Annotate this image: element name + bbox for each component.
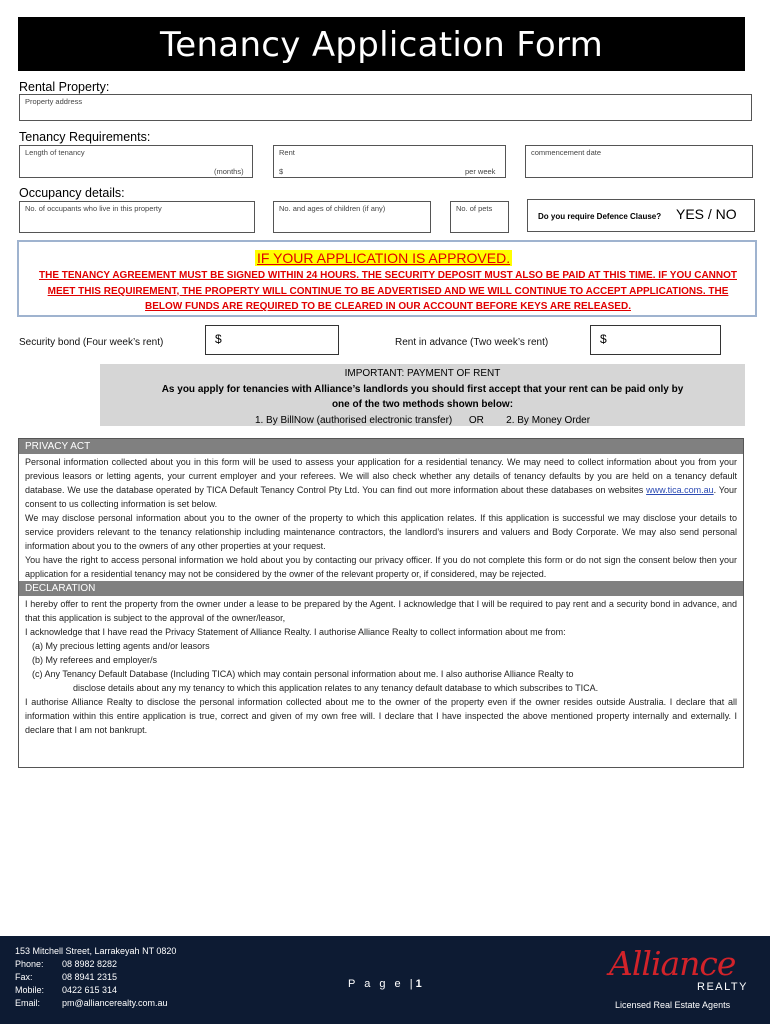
agency-address: 153 Mitchell Street, Larrakeyah NT 0820 bbox=[15, 946, 177, 956]
defence-clause-question: Do you require Defence Clause? bbox=[538, 212, 662, 221]
rent-unit: per week bbox=[465, 167, 496, 176]
rent-label: Rent bbox=[279, 148, 295, 157]
length-unit: (months) bbox=[214, 167, 244, 176]
commencement-date-field[interactable] bbox=[525, 145, 753, 178]
tica-link[interactable]: www.tica.com.au bbox=[646, 485, 714, 495]
privacy-para: We may disclose personal information about you to the owner of the property to which this application relates. If this application is successful we may disclose your details to service providers relevant to the tenancy relationship including maintenance contractors, the landlord’s insurers and valuers and Body Corporate. We may also send personal information about you to the owners of any other properties at your request. bbox=[25, 513, 737, 551]
page-label: P a g e | bbox=[348, 978, 416, 990]
length-of-tenancy-field[interactable] bbox=[19, 145, 253, 178]
pets-label: No. of pets bbox=[456, 204, 493, 213]
approval-notice bbox=[17, 240, 757, 317]
phone-number: 08 8982 8282 bbox=[62, 959, 118, 969]
privacy-para: Personal information collected about you in this form will be used to assess your application for a residential tenancy. We may need to collect information about you from your previous leasors or letting agents, your current employer and your referees. We will also check whether any details of tenancy defaults by you are held on a tenancy default database. We use the database operated by TICA Default Tenancy Control Pty Ltd. You can find out more information about these databases on websites bbox=[25, 457, 737, 495]
pets-field[interactable] bbox=[450, 201, 509, 233]
approval-notice-line: THE TENANCY AGREEMENT MUST BE SIGNED WITHIN 24 HOURS. THE SECURITY DEPOSIT MUST ALSO BE PAID AT THIS TIME. IF YOU CANNOT bbox=[38, 270, 737, 281]
privacy-para: You have the right to access personal information we hold about you by contacting our privacy officer. If you do not complete this form or do not sign the consent below then your application for a residential tenancy may not be considered by the owner of the relevant property or, if considered, may be rejected. bbox=[25, 555, 737, 579]
security-bond-field[interactable] bbox=[205, 325, 339, 355]
footer bbox=[0, 936, 770, 1024]
phone-label: Phone: bbox=[15, 959, 44, 969]
occupancy-heading: Occupancy details: bbox=[19, 186, 125, 200]
email-label: Email: bbox=[15, 998, 41, 1008]
declaration-list-item: (a) My precious letting agents and/or leasors bbox=[32, 641, 210, 651]
rent-payment-title: IMPORTANT: PAYMENT OF RENT bbox=[344, 368, 501, 379]
privacy-heading: PRIVACY ACT bbox=[19, 439, 743, 454]
fax-label: Fax: bbox=[15, 972, 33, 982]
declaration-para: I hereby offer to rent the property from the owner under a lease to be prepared by the Agent. I acknowledge that I will be required to pay rent and a security bond in advance, and that this application is subject to the approval of the owner/leasor, bbox=[25, 599, 737, 623]
declaration-text bbox=[19, 596, 743, 737]
agency-contact-details bbox=[15, 945, 176, 1010]
logo-tagline: Licensed Real Estate Agents bbox=[615, 1000, 731, 1010]
page-number: 1 bbox=[415, 978, 422, 990]
rent-currency: $ bbox=[279, 167, 284, 176]
email-address[interactable]: pm@alliancerealty.com.au bbox=[62, 998, 168, 1008]
property-address-field[interactable] bbox=[19, 94, 752, 121]
security-bond-label: Security bond (Four week’s rent) bbox=[19, 337, 164, 348]
approval-notice-body bbox=[25, 268, 751, 315]
mobile-number: 0422 615 314 bbox=[62, 985, 118, 995]
logo-script-text: Alliance bbox=[609, 944, 736, 983]
rent-advance-currency: $ bbox=[600, 332, 607, 346]
occupants-field[interactable] bbox=[19, 201, 255, 233]
declaration-list-item: (c) Any Tenancy Default Database (Including TICA) which may contain personal information about me. I also authorise Alliance Realty to bbox=[32, 669, 574, 679]
rent-advance-label: Rent in advance (Two week’s rent) bbox=[395, 337, 549, 348]
rent-advance-field[interactable] bbox=[590, 325, 721, 355]
rent-payment-line: As you apply for tenancies with Alliance’s landlords you should first accept that your rent can be paid only by bbox=[161, 383, 684, 395]
declaration-list-item: (b) My referees and employer/s bbox=[32, 655, 158, 665]
form-title: Tenancy Application Form bbox=[18, 17, 745, 71]
occupants-label: No. of occupants who live in this property bbox=[25, 204, 162, 213]
commencement-date-label: commencement date bbox=[531, 148, 602, 157]
alliance-realty-logo bbox=[605, 944, 755, 1018]
privacy-text bbox=[19, 454, 743, 581]
rent-payment-line: one of the two methods shown below: bbox=[331, 399, 514, 410]
length-of-tenancy-label: Length of tenancy bbox=[25, 148, 85, 157]
fax-number: 08 8941 2315 bbox=[62, 972, 118, 982]
mobile-label: Mobile: bbox=[15, 985, 45, 995]
declaration-list-item-continued: disclose details about any my tenancy to which this application relates to any tenancy default database to which subscribes to TICA. bbox=[73, 683, 599, 693]
declaration-para: I authorise Alliance Realty to disclose the personal information collected about me to the owner of the property even if the owner resides outside Australia. I declare that all information within this entire application is true, correct and given of my own free will. I declare that I have inspected the above mentioned property internally and externally. I declare that I am not bankrupt. bbox=[25, 697, 737, 735]
page-indicator bbox=[348, 978, 422, 990]
children-field[interactable] bbox=[273, 201, 431, 233]
defence-clause-field[interactable] bbox=[527, 199, 755, 232]
tenancy-requirements-heading: Tenancy Requirements: bbox=[19, 130, 151, 144]
approval-notice-line: BELOW FUNDS ARE REQUIRED TO BE CLEARED IN OUR ACCOUNT BEFORE KEYS ARE RELEASED. bbox=[145, 301, 631, 312]
approval-notice-line: MEET THIS REQUIREMENT, THE PROPERTY WILL CONTINUE TO BE ADVERTISED AND WE WILL CONTINUE TO ACCEPT APPLICATIONS. THE bbox=[47, 285, 729, 297]
declaration-heading: DECLARATION bbox=[19, 581, 743, 596]
children-label: No. and ages of children (if any) bbox=[279, 204, 386, 213]
rent-payment-methods: 1. By BillNow (authorised electronic transfer) OR 2. By Money Order bbox=[254, 414, 591, 426]
rental-property-heading: Rental Property: bbox=[19, 80, 110, 94]
privacy-para: . Your consent to us collecting information is set below. bbox=[25, 485, 737, 509]
security-bond-currency: $ bbox=[215, 332, 222, 346]
rent-field[interactable] bbox=[273, 145, 506, 178]
declaration-para: I acknowledge that I have read the Privacy Statement of Alliance Realty. I authorise Alliance Realty to collect information about me from: bbox=[25, 627, 566, 637]
approval-notice-heading: IF YOUR APPLICATION IS APPROVED. bbox=[257, 250, 511, 266]
defence-clause-options[interactable]: YES / NO bbox=[676, 206, 737, 222]
legal-section bbox=[18, 438, 744, 768]
logo-realty-text: REALTY bbox=[697, 981, 748, 993]
property-address-label: Property address bbox=[25, 97, 83, 106]
rent-payment-notice bbox=[100, 364, 745, 426]
